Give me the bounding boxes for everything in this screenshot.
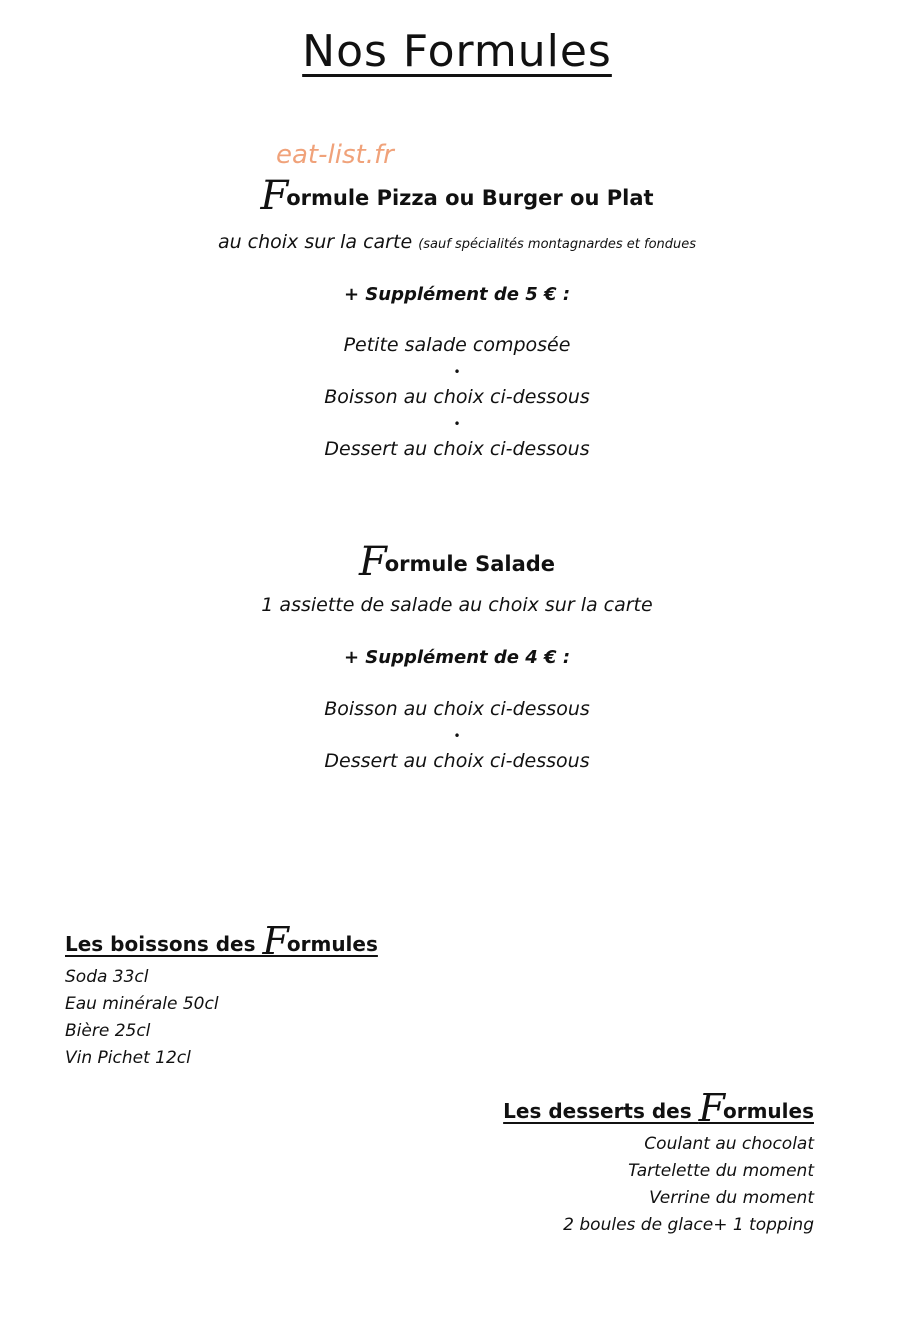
formule-salade-item: Dessert au choix ci-dessous xyxy=(324,750,590,772)
formule-salade-item: Boisson au choix ci-dessous xyxy=(324,698,590,720)
formule-pizza-item: Boisson au choix ci-dessous xyxy=(324,386,590,408)
dessert-item: 2 boules de glace+ 1 topping xyxy=(563,1215,814,1235)
boisson-item: Soda 33cl xyxy=(65,967,149,987)
separator-dot: • xyxy=(453,729,461,743)
formule-pizza-title-text: ormule Pizza ou Burger ou Plat xyxy=(286,186,654,210)
formule-pizza-supplement: + Supplément de 5 € : xyxy=(343,284,571,305)
desserts-title-rest: ormules xyxy=(722,1099,814,1123)
boissons-title-start: Les boissons des xyxy=(65,932,263,956)
formule-pizza-subtitle-note: (sauf spécialités montagnardes et fondues xyxy=(418,237,697,252)
desserts-title xyxy=(503,1086,814,1130)
formule-f-letter: F xyxy=(260,173,289,219)
boissons-title-rest: ormules xyxy=(286,932,378,956)
formule-pizza-subtitle xyxy=(0,231,914,253)
boisson-item: Bière 25cl xyxy=(65,1021,151,1041)
separator-dot: • xyxy=(453,365,461,379)
dessert-item: Coulant au chocolat xyxy=(644,1134,814,1154)
formule-pizza-item: Petite salade composée xyxy=(343,334,571,356)
formule-salade-title-text: ormule Salade xyxy=(384,552,556,576)
page-title: Nos Formules xyxy=(302,26,612,77)
formule-f-letter: F xyxy=(698,1086,725,1130)
formule-pizza-title xyxy=(0,173,914,219)
formule-pizza-item: Dessert au choix ci-dessous xyxy=(324,438,590,460)
dessert-item: Tartelette du moment xyxy=(628,1161,814,1181)
formule-salade-supplement: + Supplément de 4 € : xyxy=(343,647,571,668)
formule-f-letter: F xyxy=(358,539,387,585)
watermark: eat-list.fr xyxy=(276,140,394,170)
boissons-title xyxy=(65,919,378,963)
formule-salade-subtitle: 1 assiette de salade au choix sur la carte xyxy=(261,594,653,616)
separator-dot: • xyxy=(453,417,461,431)
formule-pizza-subtitle-text: au choix sur la carte xyxy=(217,231,413,253)
boisson-item: Vin Pichet 12cl xyxy=(65,1048,191,1068)
boisson-item: Eau minérale 50cl xyxy=(65,994,219,1014)
dessert-item: Verrine du moment xyxy=(649,1188,814,1208)
formule-f-letter: F xyxy=(262,919,289,963)
formule-salade-title xyxy=(0,539,914,585)
desserts-title-start: Les desserts des xyxy=(503,1099,699,1123)
